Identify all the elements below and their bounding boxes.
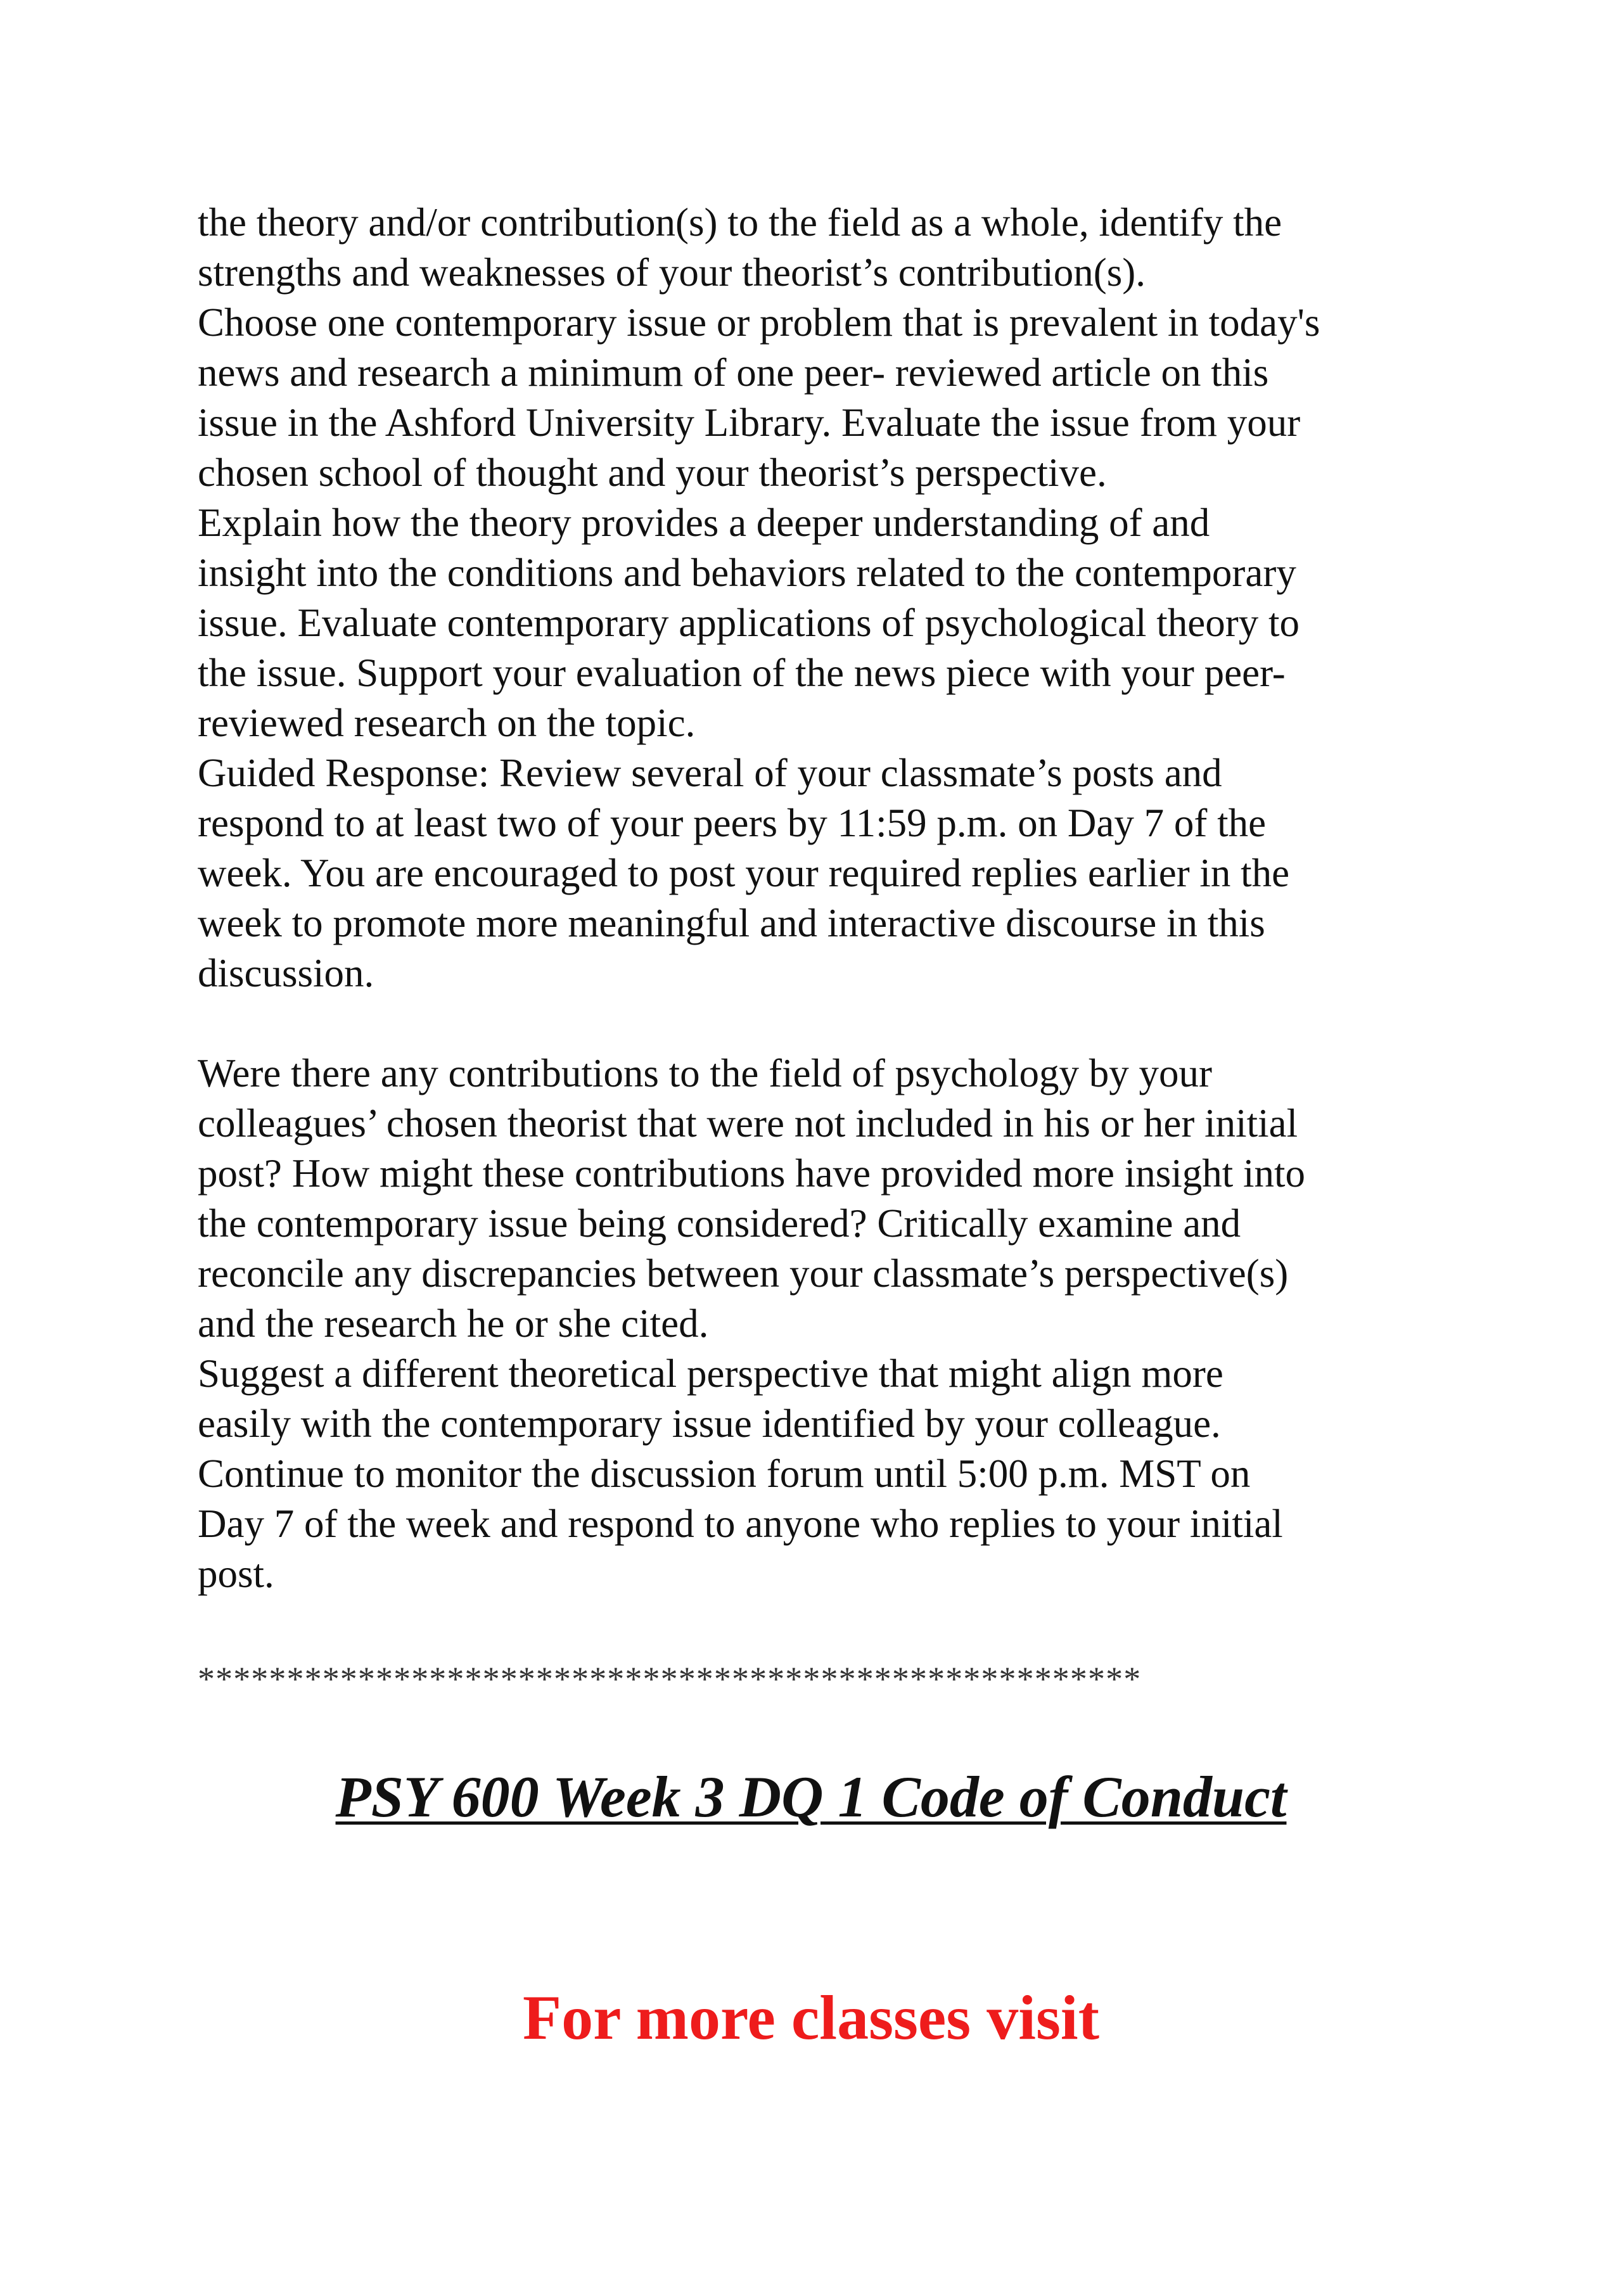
section-heading (0, 1759, 1622, 1835)
text-line: Were there any contributions to the field of psychology by your (198, 1051, 1213, 1095)
text-line: the theory and/or contribution(s) to the field as a whole, identify the (198, 200, 1282, 245)
text-line: Suggest a different theoretical perspective that might align more (198, 1351, 1223, 1396)
text-line: discussion. (198, 951, 374, 995)
text-line: issue in the Ashford University Library. Evaluate the issue from your (198, 400, 1301, 445)
text-line: Explain how the theory provides a deeper understanding of and (198, 501, 1210, 545)
text-line: insight into the conditions and behaviors related to the contemporary (198, 551, 1296, 595)
text-line: week. You are encouraged to post your required replies earlier in the (198, 851, 1290, 895)
text-line: week to promote more meaningful and interactive discourse in this (198, 901, 1265, 945)
section-heading-text: PSY 600 Week 3 DQ 1 Code of Conduct (335, 1764, 1287, 1829)
text-line: colleagues’ chosen theorist that were not included in his or her initial (198, 1101, 1298, 1145)
text-line: chosen school of thought and your theorist’s perspective. (198, 450, 1107, 495)
text-line: reviewed research on the topic. (198, 701, 696, 745)
text-line: easily with the contemporary issue identified by your colleague. (198, 1401, 1221, 1446)
text-line: news and research a minimum of one peer- reviewed article on this (198, 350, 1269, 395)
text-line: and the research he or she cited. (198, 1301, 709, 1346)
promo-text: For more classes visit (522, 1982, 1099, 2053)
text-line: Choose one contemporary issue or problem that is prevalent in today's (198, 300, 1320, 345)
text-line: post. (198, 1552, 274, 1596)
text-line: post? How might these contributions have provided more insight into (198, 1151, 1306, 1196)
text-line: Day 7 of the week and respond to anyone who replies to your initial (198, 1502, 1283, 1546)
text-line: the issue. Support your evaluation of the news piece with your peer- (198, 651, 1286, 695)
paragraph-gap (198, 998, 1465, 1049)
text-line: Guided Response: Review several of your classmate’s posts and (198, 751, 1222, 795)
text-line: issue. Evaluate contemporary applications of psychological theory to (198, 601, 1300, 645)
text-line: the contemporary issue being considered? Critically examine and (198, 1201, 1241, 1246)
text-line: respond to at least two of your peers by 11:59 p.m. on Day 7 of the (198, 801, 1267, 845)
text-line: reconcile any discrepancies between your classmate’s perspective(s) (198, 1251, 1289, 1296)
text-line: strengths and weaknesses of your theorist’s contribution(s). (198, 250, 1146, 295)
body-text (198, 198, 1465, 1599)
text-line: Continue to monitor the discussion forum until 5:00 p.m. MST on (198, 1451, 1251, 1496)
asterisk-separator: ***************************************************** (198, 1660, 1142, 1698)
